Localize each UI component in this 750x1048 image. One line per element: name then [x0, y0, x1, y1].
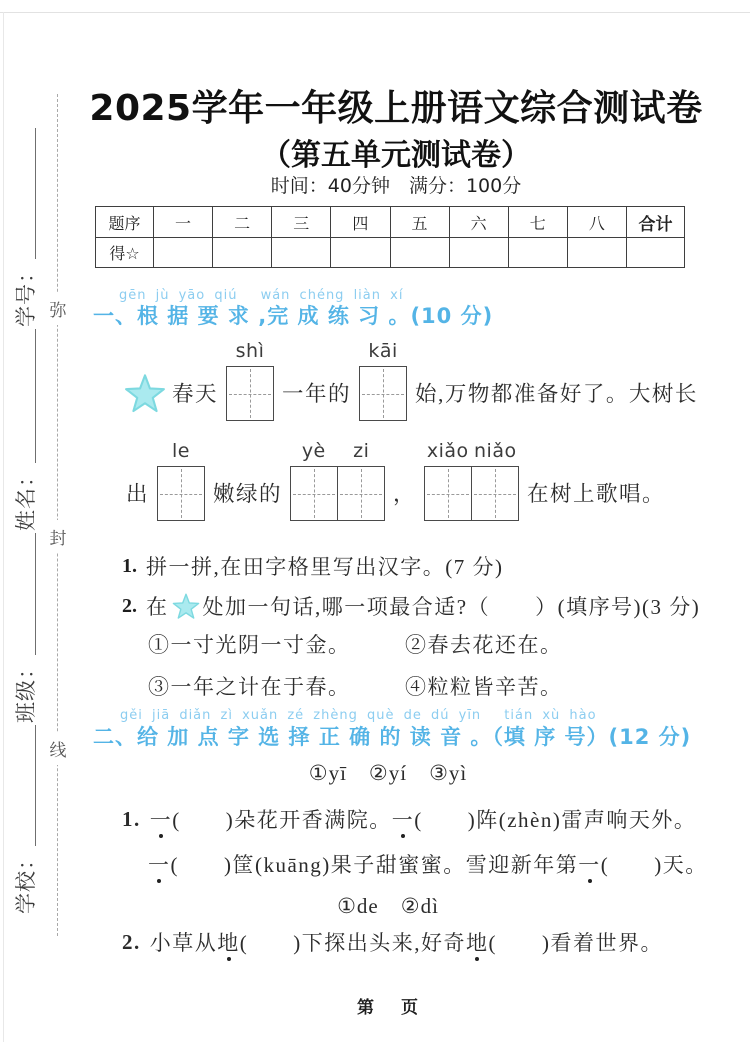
score-table-score-row	[96, 238, 685, 268]
pinyin-label: xiǎo	[426, 440, 469, 462]
grid-box	[424, 466, 519, 521]
dotted-char: 一	[149, 808, 173, 832]
section2-question-1-line-2	[148, 849, 708, 879]
score-table-header-row	[96, 207, 685, 238]
option-item: ③一年之计在于春。	[148, 675, 351, 699]
sentence-text: 一年的	[282, 382, 352, 406]
section1-question-2	[122, 591, 700, 621]
page-subtitle: （第五单元测试卷）	[261, 138, 531, 173]
sidebar-field-label: 学号：	[14, 261, 38, 327]
seal-line-char: 封	[48, 520, 68, 553]
score-cell-empty	[213, 238, 272, 268]
score-header-cell: 合计	[627, 207, 685, 238]
grid-box	[157, 466, 205, 521]
score-cell-empty	[154, 238, 213, 268]
seal-line-char: 弥	[48, 292, 68, 325]
option-item: ①一寸光阴一寸金。	[148, 633, 351, 657]
score-header-cell: 二	[213, 207, 272, 238]
score-header-cell: 五	[390, 207, 449, 238]
score-header-cell: 六	[449, 207, 508, 238]
pinyin-row	[157, 440, 205, 466]
sidebar-field-label: 班级：	[14, 657, 38, 723]
question-text: 拼一拼,在田字格里写出汉字。(7 分)	[146, 555, 504, 579]
text-segment: 小草从	[149, 931, 218, 955]
grid-box	[290, 466, 385, 521]
dotted-char: 地	[466, 931, 489, 955]
grid-box	[359, 366, 407, 421]
score-header-cell: 七	[508, 207, 567, 238]
pinyin-label: shì	[235, 340, 265, 362]
pinyin-label: kāi	[368, 340, 398, 362]
section2-question-1-line-1	[122, 804, 696, 834]
text-segment: ( )下探出头来,好奇	[239, 931, 466, 955]
pinyin-label: niǎo	[474, 440, 517, 462]
score-cell-empty	[449, 238, 508, 268]
section2-heading: 二、给 加 点 字 选 择 正 确 的 读 音 。（填 序 号）(12 分)	[93, 725, 692, 749]
pronunciation-choices-de: ①de ②dì	[337, 894, 439, 918]
sidebar-field-label: 学校：	[14, 848, 38, 914]
option-item: ④粒粒皆辛苦。	[405, 675, 563, 699]
sidebar-blank-line	[15, 533, 36, 655]
text-segment: ( )看着世界。	[488, 931, 663, 955]
star-icon	[124, 372, 166, 414]
sentence-text: 嫩绿的	[213, 482, 283, 506]
question-number: 1.	[122, 554, 137, 577]
tianzige-grid	[290, 440, 385, 521]
option-item: ②春去花还在。	[405, 633, 563, 657]
question-text	[150, 927, 663, 957]
question-text	[148, 849, 708, 879]
grid-cell	[360, 367, 406, 420]
sidebar-blank-line	[15, 329, 36, 463]
section1-heading: 一、根 据 要 求 ,完 成 练 习 。(10 分)	[93, 304, 494, 328]
text-segment: ( )朵花开香满院。	[172, 808, 392, 832]
text-segment: ( )天。	[600, 853, 708, 877]
question-number: 1.	[122, 806, 141, 831]
question-text	[150, 804, 697, 834]
grid-cell	[158, 467, 204, 520]
scan-edge-left	[3, 12, 4, 1042]
pinyin-row	[290, 440, 385, 466]
sidebar-field-label: 姓名：	[14, 465, 38, 531]
text-segment: ( )筐(kuāng)果子甜蜜蜜。雪迎新年第	[170, 853, 579, 877]
sentence-text: ，	[393, 482, 417, 506]
sentence-text: 在树上歌唱。	[527, 482, 666, 506]
score-row-label: 得☆	[96, 238, 154, 268]
tianzige-grid	[157, 440, 205, 521]
grid-cell	[471, 467, 518, 520]
question-text	[146, 591, 700, 621]
pinyin-label: le	[172, 440, 190, 462]
sentence-text: 春天	[172, 382, 219, 406]
question-number: 2.	[122, 594, 137, 617]
section1-question-1	[122, 551, 504, 581]
seal-dashed-line	[49, 94, 67, 936]
tianzige-grid	[226, 340, 274, 421]
section1-options	[148, 629, 628, 713]
score-cell-empty	[390, 238, 449, 268]
fill-sentence-line-1	[124, 340, 702, 421]
pronunciation-choices-yi: ①yī ②yí ③yì	[308, 761, 468, 785]
tianzige-grid	[359, 340, 407, 421]
options-row	[148, 629, 628, 671]
score-header-cell: 八	[567, 207, 626, 238]
pinyin-row	[359, 340, 407, 366]
score-header-cell: 题序	[96, 207, 154, 238]
score-cell-empty	[272, 238, 331, 268]
grid-cell	[337, 467, 384, 520]
score-header-cell: 三	[272, 207, 331, 238]
score-cell-empty	[627, 238, 685, 268]
text-segment: ( )阵(zhèn)雷声响天外。	[414, 808, 697, 832]
sentence-text: 在	[146, 595, 169, 619]
page-title: 2025学年一年级上册语文综合测试卷	[89, 88, 703, 129]
sidebar-blank-line	[15, 128, 36, 259]
page-number-footer: 第 页	[357, 998, 423, 1018]
scan-edge-top	[0, 12, 750, 13]
sentence-text: 始,万物都准备好了。大树长	[415, 382, 698, 406]
student-info-fields	[10, 112, 40, 914]
pinyin-label: yè	[301, 440, 326, 462]
pinyin-row	[226, 340, 274, 366]
tianzige-grid	[424, 440, 519, 521]
section2-pinyin: gěi jiā diǎn zì xuǎn zé zhèng què de dú yīn tián xù hào	[120, 708, 597, 723]
question-number: 2.	[122, 929, 141, 954]
dotted-char: 一	[578, 853, 601, 877]
score-header-cell: 四	[331, 207, 390, 238]
section2-question-2	[122, 927, 663, 957]
dotted-char: 一	[391, 808, 415, 832]
grid-box	[226, 366, 274, 421]
fill-sentence-line-2	[122, 440, 669, 521]
dotted-char: 地	[217, 931, 240, 955]
grid-cell	[291, 467, 337, 520]
pinyin-row	[424, 440, 519, 466]
time-score-info: 时间：40分钟 满分：100分	[270, 175, 522, 197]
score-table	[95, 206, 685, 268]
score-cell-empty	[508, 238, 567, 268]
sidebar-blank-line	[15, 725, 36, 846]
section1-pinyin: gēn jù yāo qiú wán chéng liàn xí	[119, 288, 404, 303]
dotted-char: 一	[148, 853, 171, 877]
grid-cell	[425, 467, 471, 520]
sentence-text: 出	[126, 482, 150, 506]
grid-cell	[227, 367, 273, 420]
score-header-cell: 一	[154, 207, 213, 238]
seal-line-char: 线	[48, 732, 68, 765]
star-icon	[172, 592, 200, 620]
sentence-text: 处加一句话,哪一项最合适?（ ）(填序号)(3 分)	[202, 595, 701, 619]
pinyin-label: zi	[353, 440, 370, 462]
score-cell-empty	[331, 238, 390, 268]
score-cell-empty	[567, 238, 626, 268]
